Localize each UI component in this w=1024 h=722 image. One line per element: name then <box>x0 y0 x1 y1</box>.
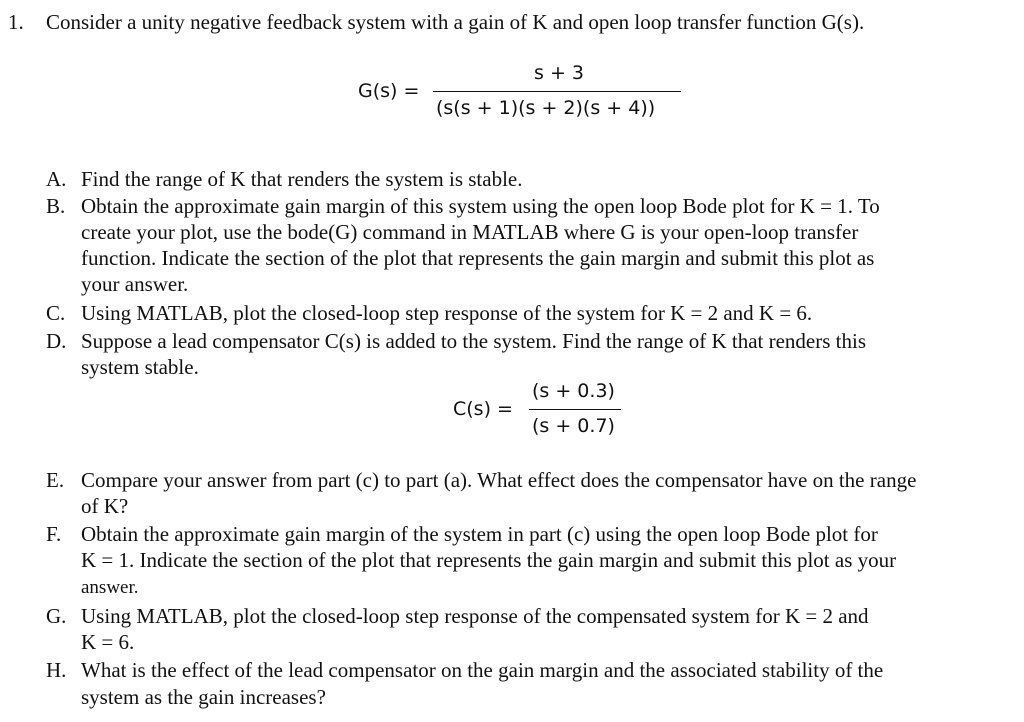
item-letter: D. <box>46 329 67 353</box>
item-line: Obtain the approximate gain margin of this system using the open loop Bode plot for K = 1. To <box>81 194 880 218</box>
item-line: Obtain the approximate gain margin of the system in part (c) using the open loop Bode plot for <box>81 522 878 546</box>
eq-g-lhs: G(s) = <box>358 80 420 102</box>
problem-intro: Consider a unity negative feedback system with a gain of K and open loop transfer function G(s). <box>46 10 865 34</box>
eq-c-denominator: (s + 0.7) <box>532 415 615 437</box>
eq-c-lhs: C(s) = <box>453 398 513 420</box>
item-letter: A. <box>46 167 67 191</box>
item-line: Suppose a lead compensator C(s) is added to the system. Find the range of K that renders this <box>81 329 866 353</box>
item-line: your answer. <box>81 272 189 296</box>
item-letter: H. <box>46 658 67 682</box>
item-line: of K? <box>81 494 129 518</box>
item-line: function. Indicate the section of the plot that represents the gain margin and submit this plot as <box>81 246 875 270</box>
item-line: K = 1. Indicate the section of the plot that represents the gain margin and submit this plot as your <box>81 548 897 572</box>
eq-g-numerator: s + 3 <box>534 62 584 84</box>
item-letter: F. <box>46 522 62 546</box>
item-letter: B. <box>46 194 66 218</box>
item-line: system stable. <box>81 355 199 379</box>
eq-c-fraction-bar <box>529 409 621 410</box>
item-line: create your plot, use the bode(G) command in MATLAB where G is your open-loop transfer <box>81 220 859 244</box>
item-line: answer. <box>81 577 139 598</box>
item-line: K = 6. <box>81 630 135 654</box>
item-letter: C. <box>46 301 66 325</box>
eq-g-denominator: (s(s + 1)(s + 2)(s + 4)) <box>436 97 656 119</box>
eq-c-numerator: (s + 0.3) <box>532 380 615 402</box>
item-line: What is the effect of the lead compensator on the gain margin and the associated stability of the <box>81 658 884 682</box>
item-letter: G. <box>46 604 67 628</box>
item-letter: E. <box>46 468 65 492</box>
item-line: Using MATLAB, plot the closed-loop step response of the system for K = 2 and K = 6. <box>81 301 813 325</box>
item-line: Compare your answer from part (c) to part (a). What effect does the compensator have on the range <box>81 468 917 492</box>
item-line: Using MATLAB, plot the closed-loop step response of the compensated system for K = 2 and <box>81 604 869 628</box>
eq-g-fraction-bar <box>433 91 681 92</box>
item-line: Find the range of K that renders the system is stable. <box>81 167 523 191</box>
problem-number: 1. <box>8 10 24 34</box>
item-line: system as the gain increases? <box>81 685 326 709</box>
